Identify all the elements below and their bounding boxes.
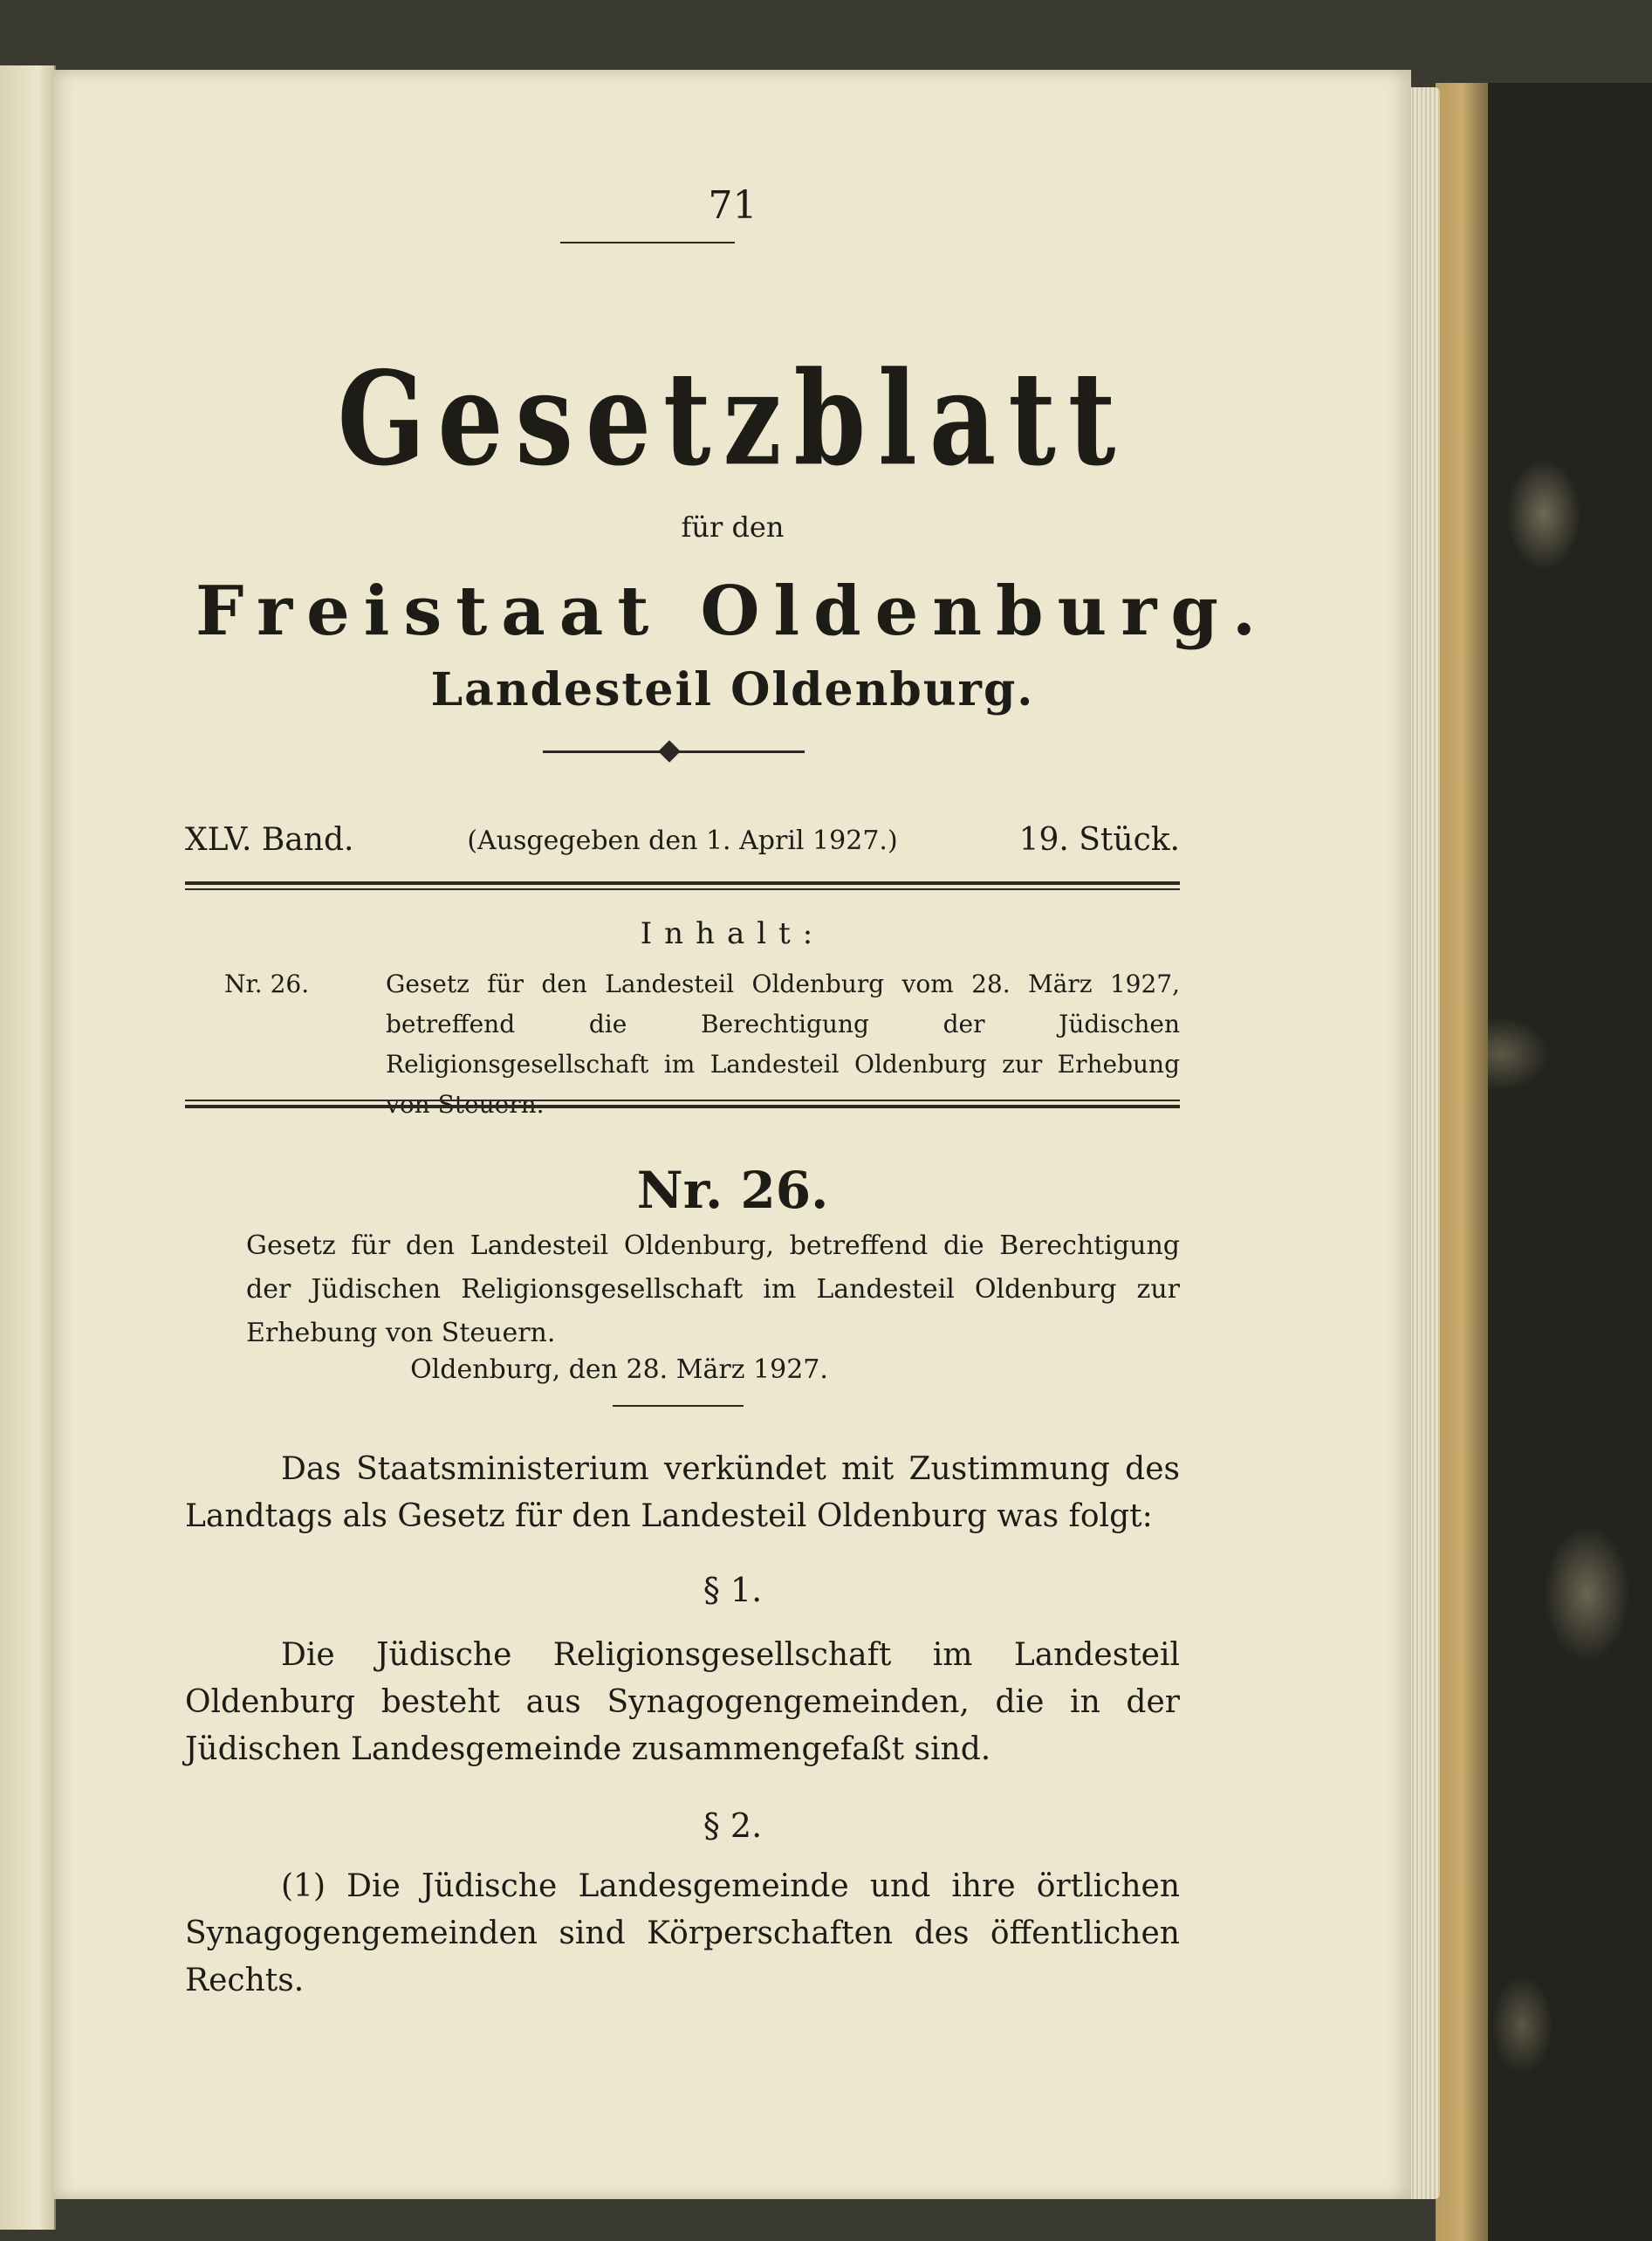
law-title-text: Gesetz für den Landesteil Oldenburg, betreffend die Berechtigung der Jüdischen Religionsgesellschaft im Landesteil Oldenburg zur Erhebung von Steuern. — [246, 1230, 1180, 1348]
page-number: 71 — [708, 183, 757, 228]
band-label: XLV. Band. — [185, 822, 354, 858]
ornament-diamond — [658, 740, 680, 762]
contents-top-rule-thin — [185, 888, 1180, 890]
stueck-label: 19. Stück. — [1018, 822, 1180, 858]
subtitle-fuer-den: für den — [681, 511, 785, 544]
law-date: Oldenburg, den 28. März 1927. — [410, 1354, 828, 1385]
region-name: Landesteil Oldenburg. — [430, 663, 1035, 716]
law-title — [185, 1224, 1180, 1355]
contents-number: Nr. 26. — [224, 970, 310, 998]
gazette-title: Gesetzblatt — [337, 342, 1128, 495]
date-rule — [613, 1405, 744, 1407]
cover-spine-edge — [1436, 83, 1488, 2241]
issue-date: (Ausgegeben den 1. April 1927.) — [467, 826, 898, 856]
section-2-heading: § 2. — [703, 1806, 763, 1845]
section-2-text: (1) Die Jüdische Landesgemeinde und ihre örtlichen Synagogengemeinden sind Körperschaften des öffentlichen Rechts. — [185, 1868, 1180, 1998]
contents-bottom-rule — [185, 1105, 1180, 1108]
section-1-text: Die Jüdische Religionsgesellschaft im Landesteil Oldenburg besteht aus Synagogengemeinden, die in der Jüdischen Landesgemeinde zusammengefaßt sind. — [185, 1637, 1180, 1767]
left-facing-page — [0, 65, 56, 2230]
page-number-rule — [560, 242, 735, 243]
issue-row — [185, 822, 1180, 864]
section-1-heading: § 1. — [703, 1571, 763, 1609]
law-number: Nr. 26. — [636, 1161, 829, 1220]
state-name: Freistaat Oldenburg. — [195, 572, 1271, 651]
document-page — [54, 70, 1411, 2199]
contents-text: Gesetz für den Landesteil Oldenburg vom 28. März 1927, betreffend die Berechtigung der Jüdischen Religionsgesellschaft im Landesteil Oldenburg zur Erhebung — [386, 970, 1180, 1079]
contents-bottom-rule-thin — [185, 1100, 1180, 1101]
contents-heading: Inhalt: — [640, 916, 826, 951]
preamble: Das Staatsministerium verkündet mit Zustimmung des Landtags als Gesetz für den Landesteil Oldenburg was folgt: — [185, 1451, 1180, 1534]
contents-top-rule — [185, 881, 1180, 885]
